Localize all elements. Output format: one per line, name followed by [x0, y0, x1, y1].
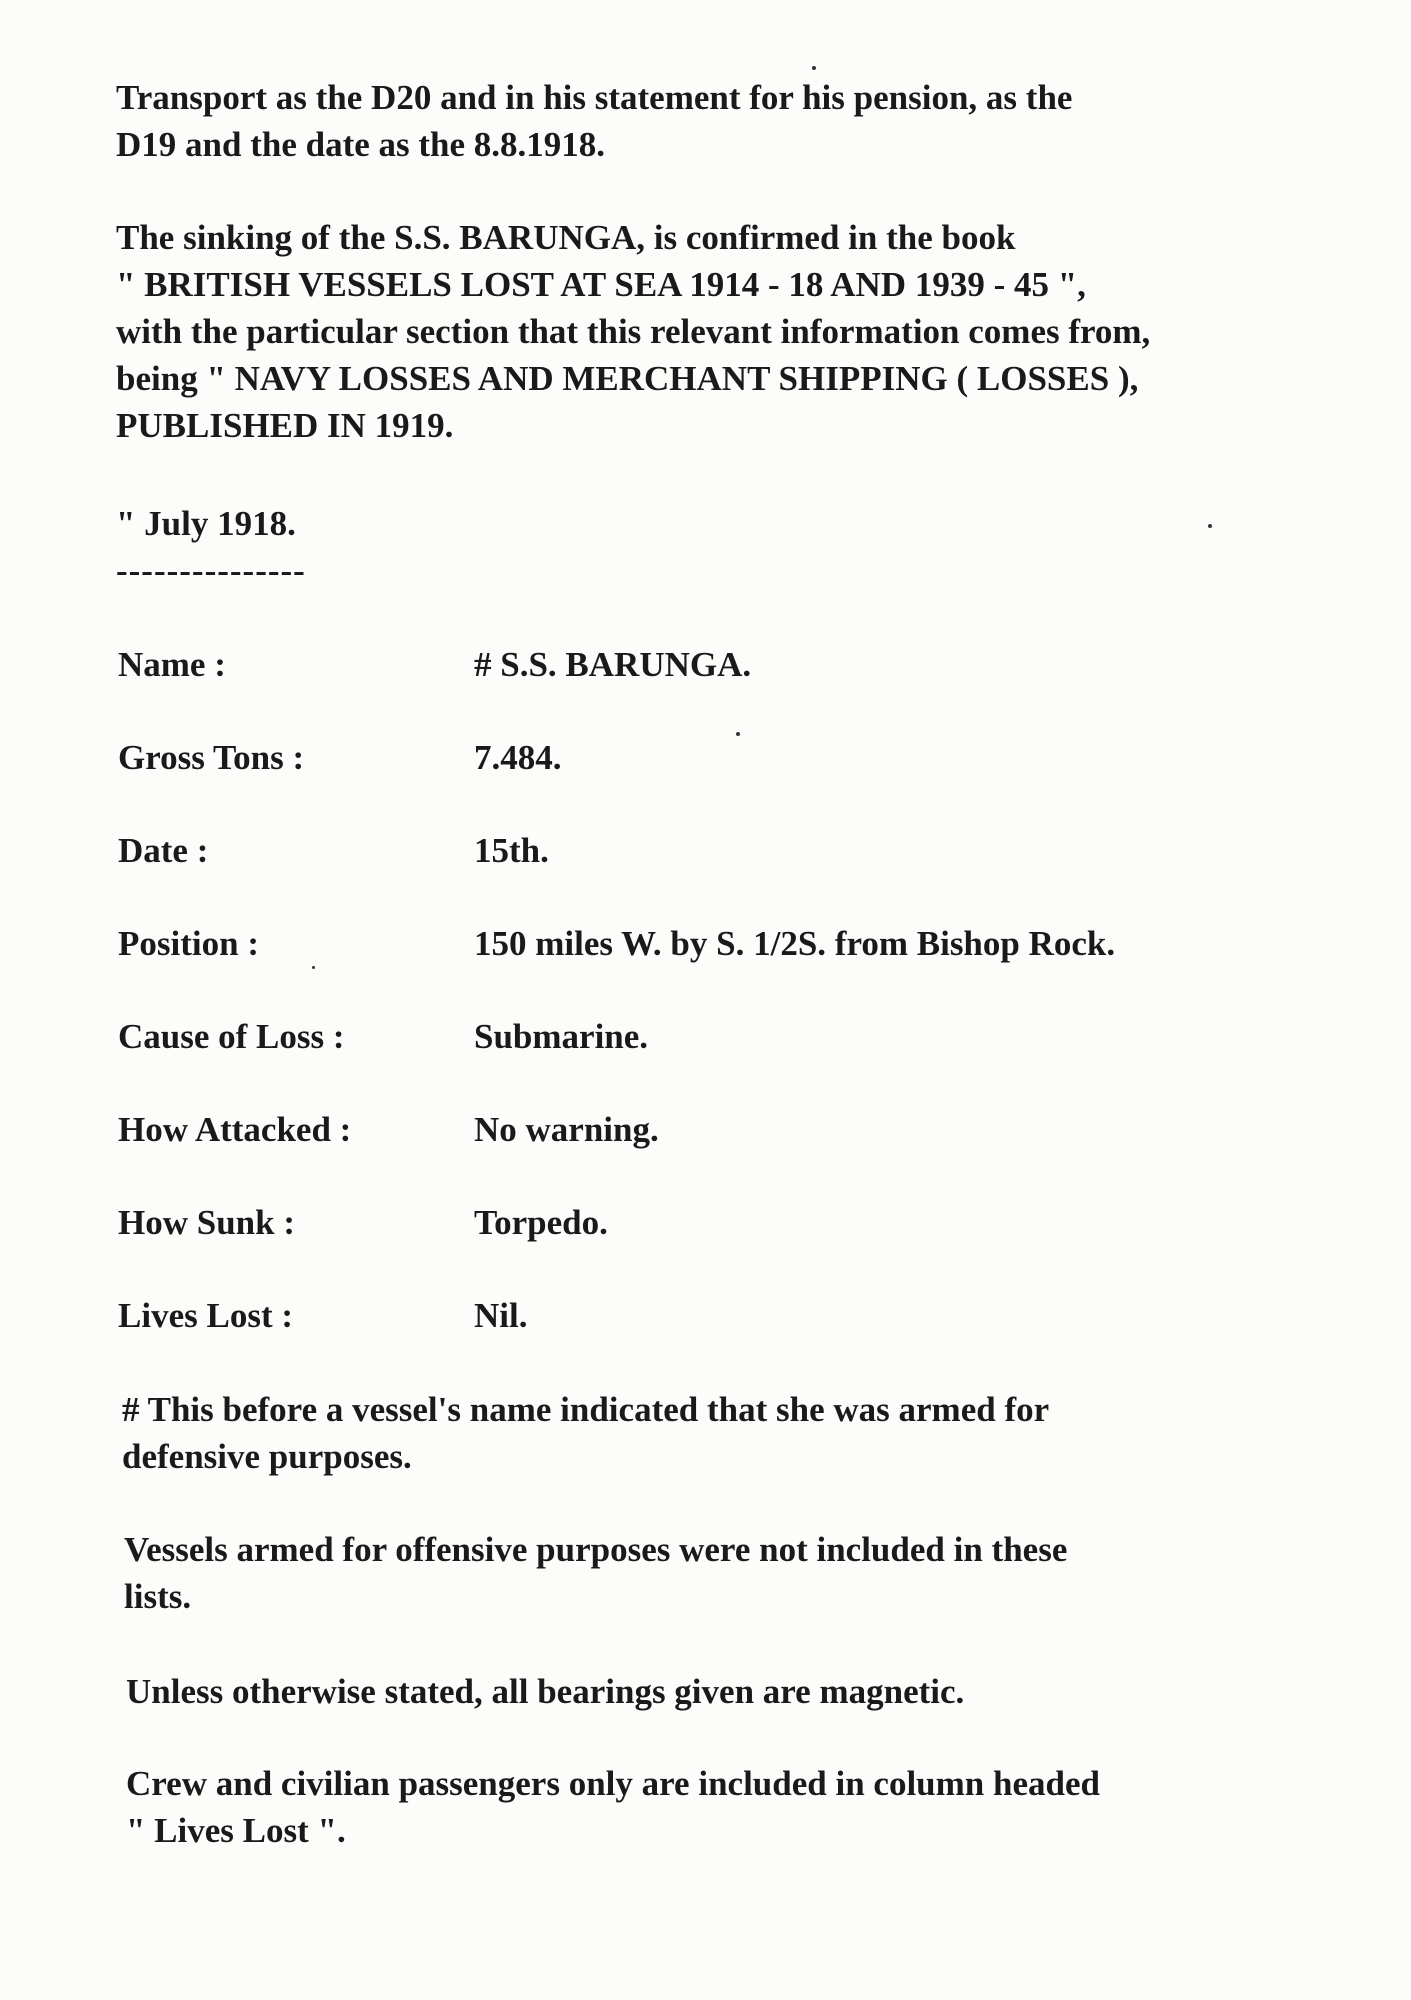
record-row-cause-of-loss	[118, 1013, 1298, 1106]
record-row-lives-lost	[118, 1292, 1298, 1385]
note-line: defensive purposes.	[122, 1437, 412, 1476]
intro-paragraph	[116, 74, 1316, 168]
record-value: Submarine.	[474, 1017, 649, 1056]
record-label: How Sunk :	[118, 1203, 296, 1242]
scan-speck	[1208, 524, 1212, 528]
source-line: with the particular section that this relevant information comes from,	[116, 312, 1151, 351]
source-line: PUBLISHED IN 1919.	[116, 406, 454, 445]
record-label: Lives Lost :	[118, 1296, 293, 1335]
note-line: # This before a vessel's name indicated that she was armed for	[122, 1390, 1050, 1429]
record-value: Torpedo.	[474, 1203, 608, 1242]
record-row-name	[118, 641, 1298, 734]
note-line: Vessels armed for offensive purposes were not included in these	[124, 1530, 1068, 1569]
source-paragraph	[116, 214, 1316, 449]
loss-record-table	[118, 641, 1298, 1385]
section-rule: ---------------	[116, 551, 306, 590]
record-row-how-sunk	[118, 1199, 1298, 1292]
scan-speck	[812, 66, 816, 70]
record-value: 7.484.	[474, 738, 562, 777]
intro-line: D19 and the date as the 8.8.1918.	[116, 125, 606, 164]
record-value: 15th.	[474, 831, 549, 870]
record-value: # S.S. BARUNGA.	[474, 645, 752, 684]
intro-line: Transport as the D20 and in his statement for his pension, as the	[116, 78, 1073, 117]
record-row-date	[118, 827, 1298, 920]
record-value: Nil.	[474, 1296, 528, 1335]
source-line: The sinking of the S.S. BARUNGA, is confirmed in the book	[116, 218, 1016, 257]
note-line: Unless otherwise stated, all bearings given are magnetic.	[126, 1672, 965, 1711]
scan-speck	[312, 966, 315, 969]
record-row-position	[118, 920, 1298, 1013]
record-row-gross-tons	[118, 734, 1298, 827]
footnote-bearings	[126, 1668, 1326, 1715]
record-label: Gross Tons :	[118, 738, 305, 777]
note-line: Crew and civilian passengers only are included in column headed	[126, 1764, 1100, 1803]
source-line: " BRITISH VESSELS LOST AT SEA 1914 - 18 AND 1939 - 45 ",	[116, 265, 1086, 304]
record-value: 150 miles W. by S. 1/2S. from Bishop Rock.	[474, 924, 1116, 963]
source-line: being " NAVY LOSSES AND MERCHANT SHIPPING ( LOSSES ),	[116, 359, 1139, 398]
section-heading: " July 1918.	[116, 504, 296, 543]
footnote-armed-offensive	[124, 1526, 1324, 1620]
footnote-armed-defensive	[122, 1386, 1322, 1480]
footnote-lives-lost	[126, 1760, 1326, 1854]
record-label: Cause of Loss :	[118, 1017, 345, 1056]
note-line: " Lives Lost ".	[126, 1811, 346, 1850]
note-line: lists.	[124, 1577, 192, 1616]
record-value: No warning.	[474, 1110, 659, 1149]
record-label: How Attacked :	[118, 1110, 352, 1149]
record-row-how-attacked	[118, 1106, 1298, 1199]
scan-speck	[736, 732, 740, 736]
record-label: Name :	[118, 645, 226, 684]
record-label: Position :	[118, 924, 259, 963]
record-label: Date :	[118, 831, 209, 870]
